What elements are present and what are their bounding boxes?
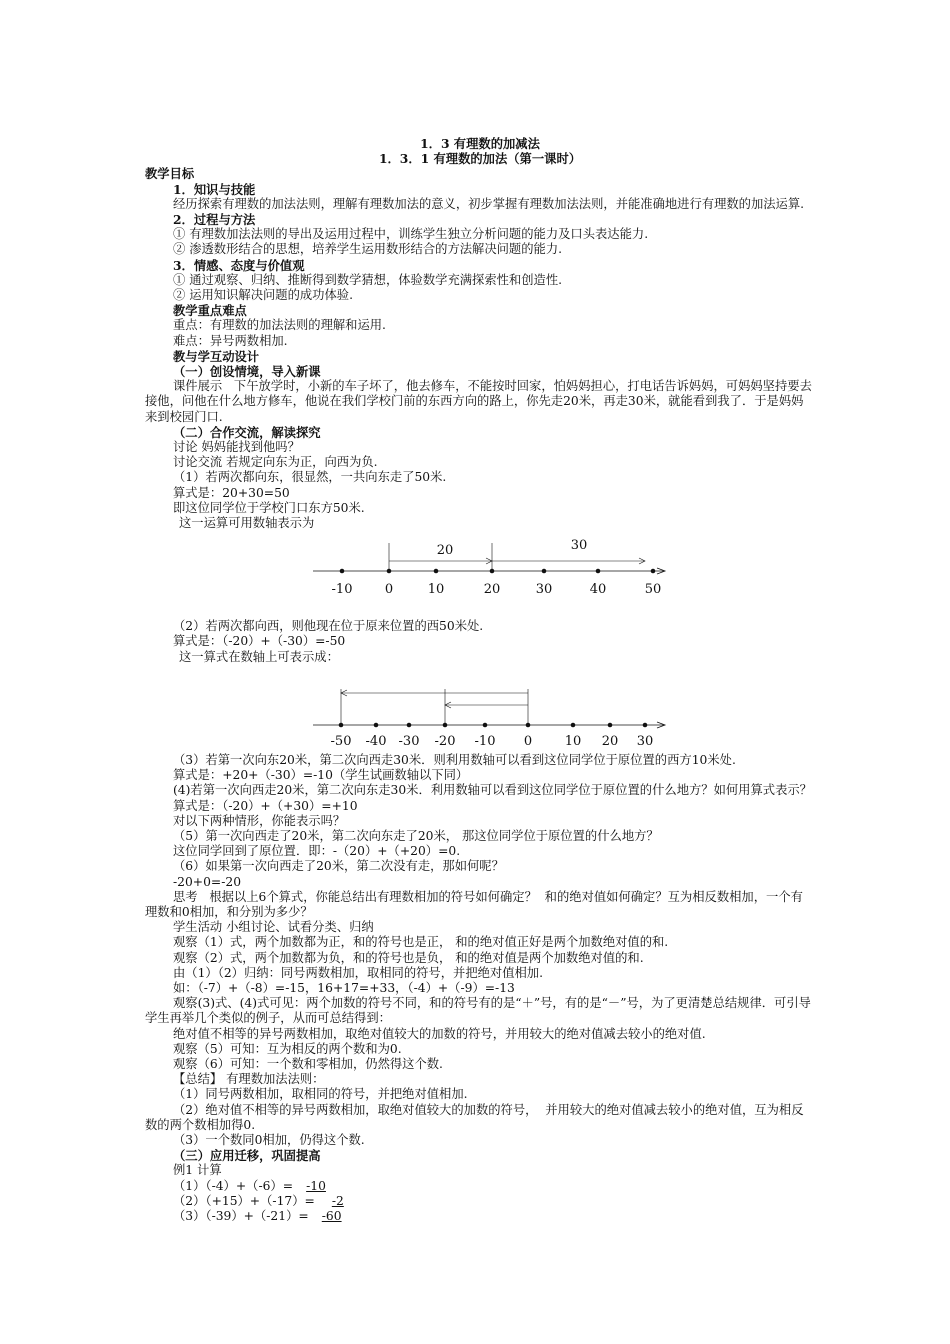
example1-heading: 例1 计算 <box>173 1163 222 1178</box>
axis2-point <box>608 723 613 728</box>
case-1-result: 即这位同学位于学校门口东方50米. <box>173 500 365 515</box>
axis1-tick-label: 10 <box>427 582 445 598</box>
observe-6: 观察（6）可知：一个数和零相加，仍然得这个数. <box>173 1056 443 1071</box>
case-4-formula: 算式是：（-20）+（+30）=+10 <box>173 798 358 813</box>
exercise-row <box>145 1209 815 1224</box>
case-6-formula: -20+0=-20 <box>173 874 242 889</box>
discuss: 讨论 妈妈能找到他吗？ <box>173 440 300 455</box>
part1-heading: （一）创设情境，导入新课 <box>173 364 321 380</box>
axis2-tick-label: -20 <box>434 733 456 747</box>
axis1-arrow-label-20: 20 <box>436 543 454 559</box>
axis1-point <box>387 569 392 574</box>
case-3-formula: 算式是：+20+（-30）=-10（学生试画数轴以下同） <box>173 768 469 783</box>
axis1-tick-label: -10 <box>331 582 353 598</box>
design-heading: 教与学互动设计 <box>173 348 260 364</box>
axis1-tick-label: 20 <box>483 582 501 598</box>
case-1-formula: 算式是：20+30=50 <box>173 485 290 500</box>
axis2-ticks <box>331 723 654 747</box>
knowledge-text: 经历探索有理数的加法法则，理解有理数加法的意义，初步掌握有理数加法法则，并能准确地进行有理数的加法运算. <box>173 196 805 211</box>
lesson-content <box>145 136 815 1224</box>
exercise-row <box>145 1179 815 1194</box>
summary-3: （3）一个数同0相加，仍得这个数. <box>173 1132 365 1147</box>
axis1-point <box>596 569 601 574</box>
key-heading: 教学重点难点 <box>173 303 247 319</box>
summary-heading: 【总结】 有理数加法法则： <box>173 1072 325 1087</box>
axis1-point <box>340 569 345 574</box>
exercise-question: （3）（-39）+（-21）= <box>173 1208 309 1223</box>
observe-1: 观察（1）式，两个加数都为正，和的符号也是正， 和的绝对值正好是两个加数绝对值的和. <box>173 935 669 950</box>
number-line-2 <box>145 669 815 747</box>
case-2: （2）若两次都向西，则他现在位于原来位置的西50米处. <box>173 619 484 634</box>
process-heading: 2．过程与方法 <box>173 212 256 228</box>
axis1-point <box>651 569 656 574</box>
axis1-point <box>542 569 547 574</box>
key-point: 重点：有理数的加法法则的理解和运用. <box>173 318 386 333</box>
case-2-axis-intro: 这一算式在数轴上可表示成： <box>179 649 339 664</box>
emotion-2: ② 运用知识解决问题的成功体验. <box>173 288 353 303</box>
axis1-point <box>490 569 495 574</box>
axis1-point <box>434 569 439 574</box>
observe-2: 观察（2）式，两个加数都为负，和的符号也是负， 和的绝对值是两个加数绝对值的和. <box>173 950 644 965</box>
case-2-formula: 算式是：（-20）+（-30）=-50 <box>173 634 346 649</box>
process-1: ① 有理数加法法则的导出及运用过程中，训练学生独立分析问题的能力及口头表达能力. <box>173 227 649 242</box>
axis1-tick-label: 50 <box>644 582 662 598</box>
exercise-row <box>145 1194 815 1209</box>
page-title: 1．3 有理数的加减法 <box>420 136 540 151</box>
axis2-point <box>483 723 488 728</box>
axis2-point <box>571 723 576 728</box>
page-subtitle: 1．3．1 有理数的加法（第一课时） <box>378 151 582 167</box>
exercise-answer: -60 <box>321 1208 342 1223</box>
axis1-ticks <box>332 569 662 597</box>
axis2-point <box>643 723 648 728</box>
part1-text: 课件展示 下午放学时，小新的车子坏了，他去修车，不能按时回家，怕妈妈担心，打电话告诉妈妈，可妈妈坚持要去接他，问他在什么地方修车，他说在我们学校门前的东西方向的路上，你先走20米，再走30米，就能看到我了．于是妈妈来到校园门口. <box>145 379 812 424</box>
process-2: ② 渗透数形结合的思想，培养学生运用数形结合的方法解决问题的能力. <box>173 242 563 257</box>
think: 思考 根据以上6个算式，你能总结出有理数相加的符号如何确定？ 和的绝对值如何确定？互为相反数相加，一个有理数和0相加，和分别为多少？ <box>145 889 803 919</box>
exercise-question: （2）（+15）+（-17）= <box>173 1193 315 1208</box>
exercise-answer: -2 <box>331 1193 344 1208</box>
axis2-tick-label: 30 <box>636 733 654 747</box>
axis2-point <box>526 723 531 728</box>
case-1-axis-intro: 这一运算可用数轴表示为 <box>179 516 315 531</box>
axis1-tick-label: 30 <box>535 582 553 598</box>
case-1: （1）若两次都向东，很显然，一共向东走了50米. <box>173 470 447 485</box>
goals-heading: 教学目标 <box>145 166 195 182</box>
discuss-exchange: 讨论交流 若规定向东为正，向西为负. <box>173 455 378 470</box>
case-5-result: 这位同学回到了原位置．即：-（20）+（+20）=0. <box>173 844 461 859</box>
axis2-point <box>374 723 379 728</box>
emotion-heading: 3．情感、态度与价值观 <box>173 257 305 273</box>
observe-5: 观察（5）可知：互为相反的两个数和为0. <box>173 1041 402 1056</box>
axis2-tick-label: -40 <box>365 733 387 747</box>
part3-heading: （三）应用迁移，巩固提高 <box>173 1148 321 1164</box>
rule-abs: 绝对值不相等的异号两数相加，取绝对值较大的加数的符号，并用较大的绝对值减去较小的绝对值. <box>173 1026 706 1041</box>
case-4: (4)若第一次向西走20米，第二次向东走30米．利用数轴可以看到这位同学位于原位置的什么地方？如何用算式表示？ <box>173 783 812 798</box>
axis2-tick-label: 10 <box>564 733 582 747</box>
axis2-point <box>407 723 412 728</box>
difficult-point: 难点：异号两数相加. <box>173 333 288 348</box>
axis1-tick-label: 0 <box>384 582 394 598</box>
axis2-point <box>443 723 448 728</box>
summary-2: （2）绝对值不相等的异号两数相加，取绝对值较大的加数的符号， 并用较大的绝对值减去较小的绝对值，互为相反数的两个数相加得0. <box>145 1102 804 1132</box>
emotion-1: ① 通过观察、归纳、推断得到数学猜想，体验数学充满探索性和创造性. <box>173 272 563 287</box>
number-line-1 <box>145 535 815 613</box>
example-line: 如：（-7）+（-8）=-15，16+17=+33，（-4）+（-9）=-13 <box>173 980 515 995</box>
part2-heading: （二）合作交流，解读探究 <box>173 424 321 440</box>
observe-34: 观察(3)式、(4)式可见：两个加数的符号不同，和的符号有的是“＋”号，有的是“－”号，为了更清楚总结规律．可引导学生再举几个类似的例子，从而可总结得到： <box>145 996 811 1026</box>
axis2-tick-label: -10 <box>474 733 496 747</box>
exercise-answer: -10 <box>306 1178 326 1193</box>
case-3: （3）若第一次向东20米，第二次向西走30米．则利用数轴可以看到这位同学位于原位置的西方10米处. <box>173 752 736 767</box>
two-cases: 对以下两种情形，你能表示吗？ <box>173 813 346 828</box>
axis2-tick-label: -50 <box>330 733 352 747</box>
induce: 由（1）（2）归纳：同号两数相加，取相同的符号，并把绝对值相加. <box>173 965 544 980</box>
case-6: （6）如果第一次向西走了20米，第二次没有走，那如何呢？ <box>173 859 504 874</box>
summary-1: （1）同号两数相加，取相同的符号，并把绝对值相加. <box>173 1087 468 1102</box>
axis2-point <box>339 723 344 728</box>
axis1-tick-label: 40 <box>589 582 607 598</box>
exercise-question: （1）（-4）+（-6）= <box>173 1178 294 1193</box>
activity: 学生活动 小组讨论、试看分类、归纳 <box>173 920 374 935</box>
axis2-tick-label: 20 <box>601 733 619 747</box>
axis2-tick-label: -30 <box>398 733 420 747</box>
axis1-arrow-label-30: 30 <box>570 538 588 554</box>
axis2-tick-label: 0 <box>523 733 533 747</box>
knowledge-heading: 1．知识与技能 <box>173 181 256 197</box>
case-5: （5）第一次向西走了20米，第二次向东走了20米， 那这位同学位于原位置的什么地方？ <box>173 828 659 843</box>
